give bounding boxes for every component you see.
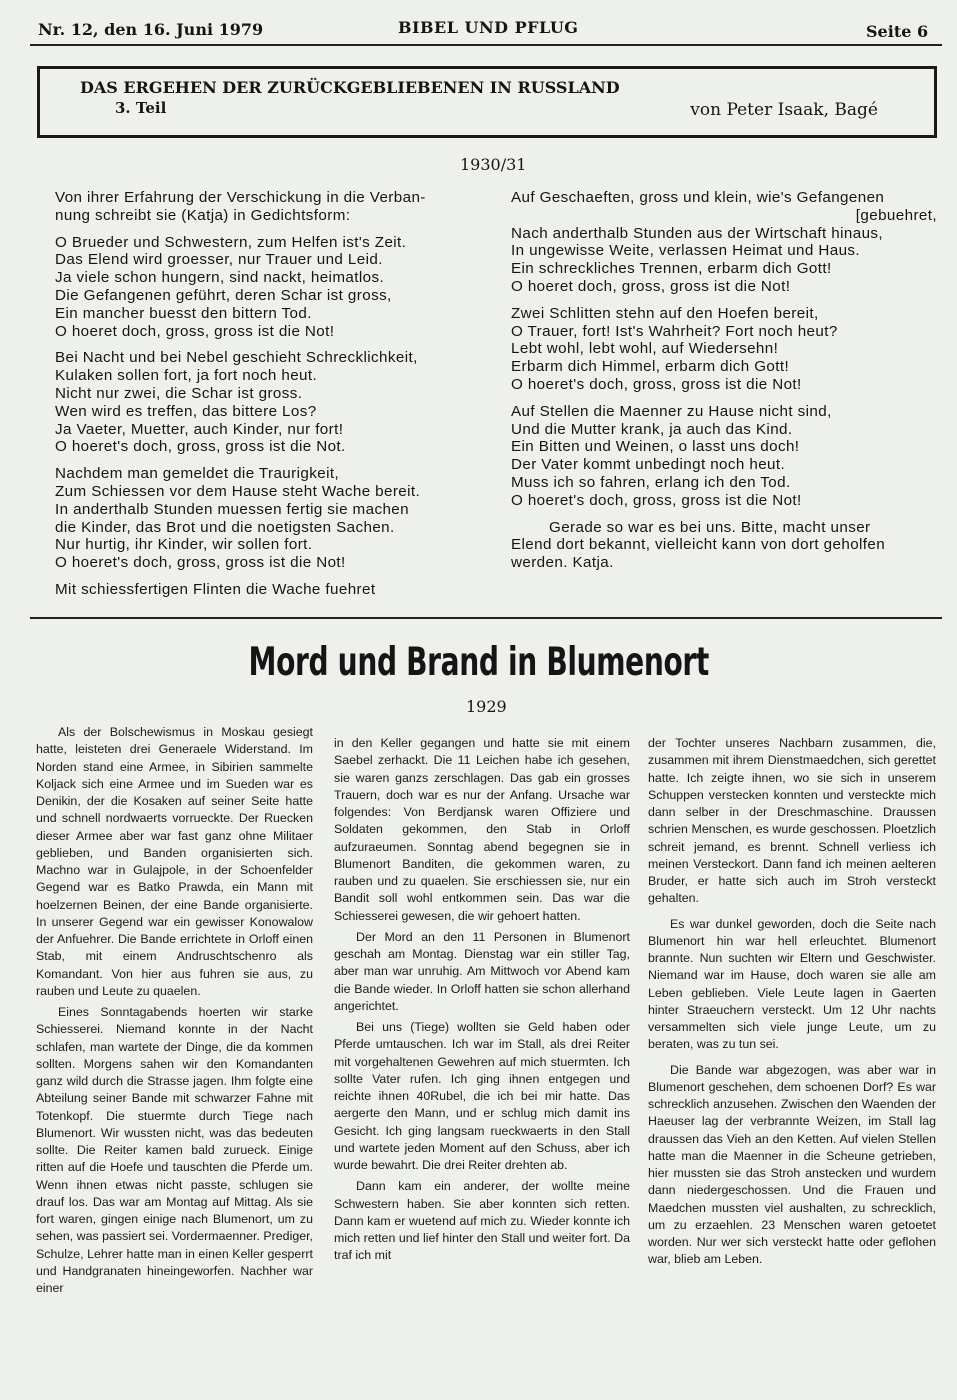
article-column-1 xyxy=(36,724,313,1301)
header-rule xyxy=(30,44,942,46)
poem-line: Erbarm dich Himmel, erbarm dich Gott! xyxy=(511,358,790,376)
poem-year: 1930/31 xyxy=(460,155,527,174)
poem-line: Bei Nacht und bei Nebel geschieht Schrecklichkeit, xyxy=(55,349,418,367)
paragraph: Dann kam ein anderer, der wollte meine Schwestern haben. Sie aber konnten sich retten. Dann kam er wuetend auf mich zu. Wieder konnte ich mich retten und lief hinter den Stall und weiter fort. Da traf ich mit xyxy=(334,1179,630,1263)
poem-line: Ja Vaeter, Muetter, auch Kinder, nur fort! xyxy=(55,420,344,438)
paragraph: Eines Sonntagabends hoerten wir starke Schiesserei. Niemand konnte in der Nacht schlafen, man wartete der Dinge, die da kommen sollten. Morgens sahen wir den Komandanten ganz wild durch die Strasse jagen. Ihm folgte eine Abteilung seiner Bande mit schwarzer Fahne mit Totenkopf. Die stuermte durch Tiege nach Blumenort. Wir wussten nicht, was das bedeuten sollte. Die Reiter kamen bald zurueck. Einige ritten auf die Hoefe und tauschten die Pferde um. Wenn ihnen etwas nicht passte, schlugen sie drauf los. Das war am Montag auf Mittag. Als sie fort waren, gingen einige nach Blumenort, um zu sehen, was passiert sei. Vordermaenner. Prediger, Schulze, Lehrer hatte man in einen Keller gesperrt und Handgranaten hineingeworfen. Nachher war einer xyxy=(36,1005,313,1295)
publication-name: BIBEL UND PFLUG xyxy=(398,18,579,37)
poem-line: O hoeret's doch, gross, gross ist die Not! xyxy=(511,491,802,509)
poem-line: O Brueder und Schwestern, zum Helfen ist's Zeit. xyxy=(55,233,407,251)
poem-line: Die Gefangenen geführt, deren Schar ist gross, xyxy=(55,286,392,304)
poem-line: Von ihrer Erfahrung der Verschickung in die Verban- xyxy=(55,189,426,206)
paragraph: Der Mord an den 11 Personen in Blumenort geschah am Montag. Dienstag war ein stiller Tag, aber man war unruhig. Am Mittwoch vor Abend kam die Bande wieder. In Orloff hatten sie schon allerhand angerichtet. xyxy=(334,929,630,1013)
headline-text: Mord und Brand in Blumenort xyxy=(248,640,709,685)
poem-line: Und die Mutter krank, ja auch das Kind. xyxy=(511,420,793,438)
poem-right-column xyxy=(511,189,941,572)
poem-line: O hoeret doch, gross, gross ist die Not! xyxy=(511,277,791,295)
poem-line: Nachdem man gemeldet die Traurigkeit, xyxy=(55,465,340,483)
poem-line: Lebt wohl, lebt wohl, auf Wiedersehn! xyxy=(511,340,779,358)
article-year: 1929 xyxy=(466,697,507,716)
article-column-2 xyxy=(334,735,630,1269)
poem-line: Ein schreckliches Trennen, erbarm dich Gott! xyxy=(511,260,832,278)
article-part: 3. Teil xyxy=(115,99,167,117)
paragraph: Die Bande war abgezogen, was aber war in Blumenort geschehen, dem schoenen Dorf? Es war schrecklich anzusehen. Zwischen den Waenden der Haeuser lag der verbrannte Weizen, im Stall lag draussen das Vieh an den Ketten. Auf vielen Stellen hatte man die Maenner in die Scheune getrieben, hier mussten sie das Stroh anstecken und wurdem dann niedergeschossen. Und die Frauen und Maedchen mussten viel aushalten, zu schrecklich, um zu erzaehlen. 23 Menschen waren getoetet worden. Nur wer sich versteckt hatte oder geflohen war, blieb am Leben. xyxy=(648,1062,936,1267)
page-number: Seite 6 xyxy=(866,22,929,41)
poem-line: nung schreibt sie (Katja) in Gedichtsform: xyxy=(55,206,351,224)
poem-line: Muss ich so fahren, erlang ich den Tod. xyxy=(511,473,791,491)
poem-line: In anderthalb Stunden muessen fertig sie machen xyxy=(55,500,409,518)
poem-line: Ein mancher buesst den bittern Tod. xyxy=(55,304,312,322)
poem-line: Zwei Schlitten stehn auf den Hoefen bereit, xyxy=(511,304,819,322)
article-author: von Peter Isaak, Bagé xyxy=(690,100,878,120)
issue-date: Nr. 12, den 16. Juni 1979 xyxy=(38,20,264,39)
poem-line: [gebuehret, xyxy=(855,206,937,224)
article-column-3 xyxy=(648,735,936,1273)
poem-line: Elend dort bekannt, vielleicht kann von dort geholfen xyxy=(511,536,886,554)
article-title-box xyxy=(37,66,937,138)
poem-line: O hoeret's doch, gross, gross ist die Not. xyxy=(55,438,346,456)
poem-line: Ein Bitten und Weinen, o lasst uns doch! xyxy=(511,438,800,456)
poem-line: Kulaken sollen fort, ja fort noch heut. xyxy=(55,367,318,385)
poem-line: Nach anderthalb Stunden aus der Wirtschaft hinaus, xyxy=(511,224,884,242)
poem-line: Mit schiessfertigen Flinten die Wache fuehret xyxy=(55,580,376,598)
poem-line: O hoeret's doch, gross, gross ist die Not! xyxy=(55,554,346,572)
poem-line: Auf Geschaeften, gross und klein, wie's Gefangenen xyxy=(511,189,885,206)
poem-line: Der Vater kommt unbedingt noch heut. xyxy=(511,456,786,474)
paragraph: Es war dunkel geworden, doch die Seite nach Blumenort hin war hell erleuchtet. Blumenort brannte. Nun suchten wir Eltern und Geschwister. Niemand war im Hause, doch waren sie alle am Leben geblieben. Viele Leute lagen in Gaerten hinter Straeuchern versteckt. Um 12 Uhr nachts versammelten sich viele junge Leute, um zu beraten, was zu tun sei. xyxy=(648,916,936,1052)
paragraph: Als der Bolschewismus in Moskau gesiegt hatte, leisteten drei Generaele Widerstand. Im Norden stand eine Armee, in Sibirien sammelte Koljack sich eine Armee und im Sueden war es Denikin, der die Kosaken auf seiner Seite hatte und schnell nordwaerts vorrueckte. Der Ruecken dieser Armee aber war fast ganz ohne Militaer geblieben, und Banden organisierten sich. Machno war in Gulajpole, in der Schoenfelder Gegend war es Batko Prawda, ein Mann mit hoelzernen Beinen, der eine Bande organisierte. In unserer Gegend war ein gewisser Konowalow der Anfuehrer. Die Bande errichtete in Orloff einen Stab, mit einem Andruschtschenro als Komandant. Von hier aus fuhren sie aus, zu rauben und Leute zu quaelen. xyxy=(36,725,313,998)
poem-line: Auf Stellen die Maenner zu Hause nicht sind, xyxy=(511,402,832,420)
poem-line: Zum Schiessen vor dem Hause steht Wache bereit. xyxy=(55,482,421,500)
paragraph: in den Keller gegangen und hatte sie mit einem Saebel zerhackt. Die 11 Leichen habe ich gesehen, sie waren ganzs zerschlagen. Das gab ein grosses Trauern, doch war es nur der Anfang. Ursache war folgendes: Von Berdjansk waren Offiziere und Soldaten gekommen, den Stab in Orloff aufzuraeumen. Sonntag abend begegnen sie in Blumenort Banditen, die gekommen waren, zu rauben und zu quaelen. Sie erschiessen sie, nur ein Bandit soll wohl entkommen sein. Das war die Schiesserei gewesen, die wir gehoert hatten. xyxy=(334,736,630,923)
poem-line: Nur hurtig, ihr Kinder, wir sollen fort. xyxy=(55,536,313,554)
article-headline xyxy=(0,640,957,685)
poem-line: die Kinder, das Brot und die noetigsten Sachen. xyxy=(55,518,395,536)
poem-line: O Trauer, fort! Ist's Wahrheit? Fort noch heut? xyxy=(511,322,838,340)
poem-line: O hoeret's doch, gross, gross ist die Not! xyxy=(511,375,802,393)
poem-line: Nicht nur zwei, die Schar ist gross. xyxy=(55,384,303,402)
poem-line: Wen wird es treffen, das bittere Los? xyxy=(55,402,317,420)
paragraph: der Tochter unseres Nachbarn zusammen, die, zusammen mit ihrem Dienstmaedchen, sich gerettet hatte. Ich zeigte ihnen, wo sie sich in unserem Schuppen verstecken konnten und versteckte mich dann selber in der Dreschmaschine. Draussen schrien Menschen, es wurde geschossen. Ploetzlich schreit jemand, es brennt. Schnell verliess ich meinen Versteckort. Dann fand ich meinen aelteren Bruder, er hatte sich auch im Stroh versteckt gehalten. xyxy=(648,736,936,906)
poem-line: O hoeret doch, gross, gross ist die Not! xyxy=(55,322,335,340)
poem-line: Ja viele schon hungern, sind nackt, heimatlos. xyxy=(55,269,385,287)
poem-line: Das Elend wird groesser, nur Trauer und Leid. xyxy=(55,251,383,269)
article-title: DAS ERGEHEN DER ZURÜCKGEBLIEBENEN IN RUSSLAND xyxy=(80,78,620,97)
poem-left-column xyxy=(55,189,480,599)
poem-line: werden. Katja. xyxy=(511,554,614,572)
poem-line: Gerade so war es bei uns. Bitte, macht unser xyxy=(549,518,871,536)
section-rule xyxy=(30,617,942,619)
paragraph: Bei uns (Tiege) wollten sie Geld haben oder Pferde umtauschen. Ich war im Stall, als drei Reiter mit vorgehaltenen Gewehren auf mich stuermten. Ich sollte Vater rufen. Ich ging ihnen entgegen und reichte ihnen 40Rubel, die ich bei mir hatte. Das aergerte den Mann, und er schlug mich damit ins Gesicht. Ich ging langsam rueckwaerts in den Stall und wartete jeden Moment auf den Schuss, aber ich wurde bewahrt. Die drei Reiter drehten ab. xyxy=(334,1020,630,1172)
poem-line: In ungewisse Weite, verlassen Heimat und Haus. xyxy=(511,242,861,260)
